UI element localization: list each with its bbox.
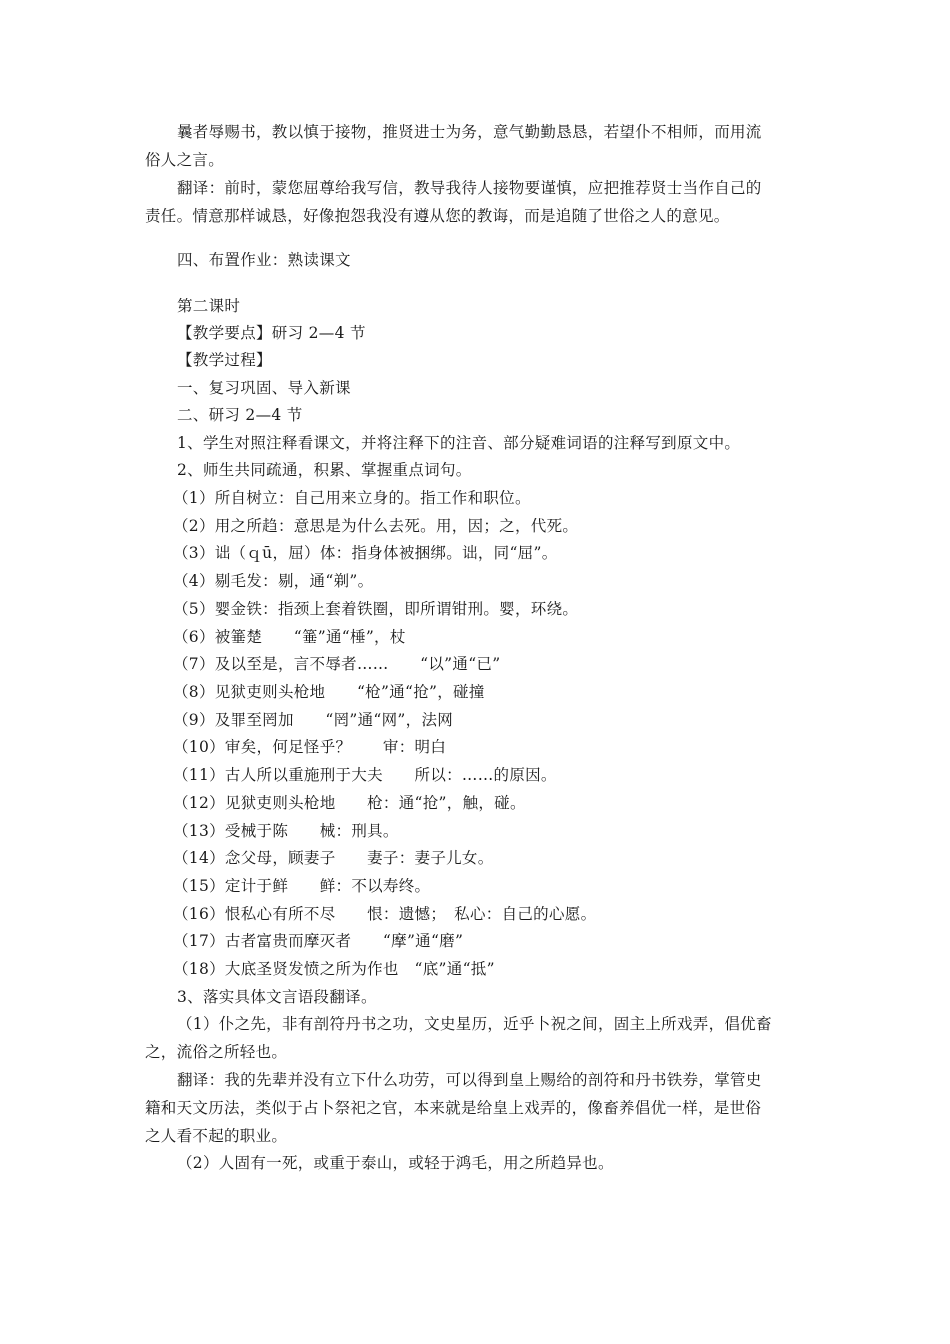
note-item: （8）见狱吏则头枪地 “枪”通“抢”，碰撞 bbox=[173, 683, 485, 701]
paragraph-translation-line: 翻译：前时，蒙您屈尊给我写信，教导我待人接物要谨慎，应把推荐贤士当作自己的 bbox=[177, 179, 762, 197]
note-item: （17）古者富贵而摩灭者 “摩”通“磨” bbox=[173, 932, 464, 950]
homework-heading: 四、布置作业：熟读课文 bbox=[177, 251, 351, 269]
paragraph-translation-line: 责任。情意那样诚恳，好像抱怨我没有遵从您的教诲，而是追随了世俗之人的意见。 bbox=[145, 207, 730, 225]
task-line: 3、落实具体文言语段翻译。 bbox=[177, 988, 377, 1006]
note-item: （3）诎（ｑū，屈）体：指身体被捆绑。诎，同“屈”。 bbox=[173, 544, 558, 562]
note-item: （1）所自树立：自己用来立身的。指工作和职位。 bbox=[173, 489, 531, 507]
note-item: （4）剔毛发：剔，通“剃”。 bbox=[173, 572, 374, 590]
paragraph-original-line: 俗人之言。 bbox=[145, 151, 225, 169]
translation-original-line: 之，流俗之所轻也。 bbox=[145, 1043, 288, 1061]
note-item: （6）被箠楚 “箠”通“棰”，杖 bbox=[173, 628, 406, 646]
note-item: （13）受械于陈 械：刑具。 bbox=[173, 822, 399, 840]
note-item: （10）审矣，何足怪乎？ 审：明白 bbox=[173, 738, 447, 756]
translation-original-line: （2）人固有一死，或重于泰山，或轻于鸿毛，用之所趋异也。 bbox=[177, 1154, 614, 1172]
note-item: （11）古人所以重施刑于大夫 所以：……的原因。 bbox=[173, 766, 557, 784]
process-heading: 【教学过程】 bbox=[177, 351, 272, 369]
task-line: 1、学生对照注释看课文，并将注释下的注音、部分疑难词语的注释写到原文中。 bbox=[177, 434, 741, 452]
note-item: （7）及以至是，言不辱者…… “以”通“已” bbox=[173, 655, 501, 673]
step-heading: 一、复习巩固、导入新课 bbox=[177, 379, 351, 397]
key-points: 【教学要点】研习 2—4 节 bbox=[177, 324, 366, 342]
note-item: （12）见狱吏则头枪地 枪：通“抢”，触，碰。 bbox=[173, 794, 526, 812]
note-item: （2）用之所趋：意思是为什么去死。用，因；之，代死。 bbox=[173, 517, 579, 535]
note-item: （5）婴金铁：指颈上套着铁圈，即所谓钳刑。婴，环绕。 bbox=[173, 600, 579, 618]
translation-text-line: 翻译：我的先辈并没有立下什么功劳，可以得到皇上赐给的剖符和丹书铁券，掌管史 bbox=[177, 1071, 762, 1089]
task-line: 2、师生共同疏通，积累、掌握重点词句。 bbox=[177, 461, 472, 479]
translation-text-line: 之人看不起的职业。 bbox=[145, 1127, 288, 1145]
step-heading: 二、研习 2—4 节 bbox=[177, 406, 303, 424]
note-item: （9）及罪至罔加 “罔”通“网”，法网 bbox=[173, 711, 454, 729]
note-item: （15）定计于鲜 鲜：不以寿终。 bbox=[173, 877, 431, 895]
note-item: （14）念父母，顾妻子 妻子：妻子儿女。 bbox=[173, 849, 494, 867]
lesson-title: 第二课时 bbox=[177, 297, 241, 315]
translation-text-line: 籍和天文历法，类似于占卜祭祀之官，本来就是给皇上戏弄的，像畜养倡优一样，是世俗 bbox=[145, 1099, 762, 1117]
note-item: （18）大底圣贤发愤之所为作也 “底”通“抵” bbox=[173, 960, 495, 978]
paragraph-original-line: 曩者辱赐书，教以慎于接物，推贤进士为务，意气勤勤恳恳，若望仆不相师，而用流 bbox=[177, 123, 762, 141]
translation-original-line: （1）仆之先，非有剖符丹书之功，文史星历，近乎卜祝之间，固主上所戏弄，倡优畜 bbox=[177, 1015, 772, 1033]
note-item: （16）恨私心有所不尽 恨：遗憾； 私心：自己的心愿。 bbox=[173, 905, 597, 923]
